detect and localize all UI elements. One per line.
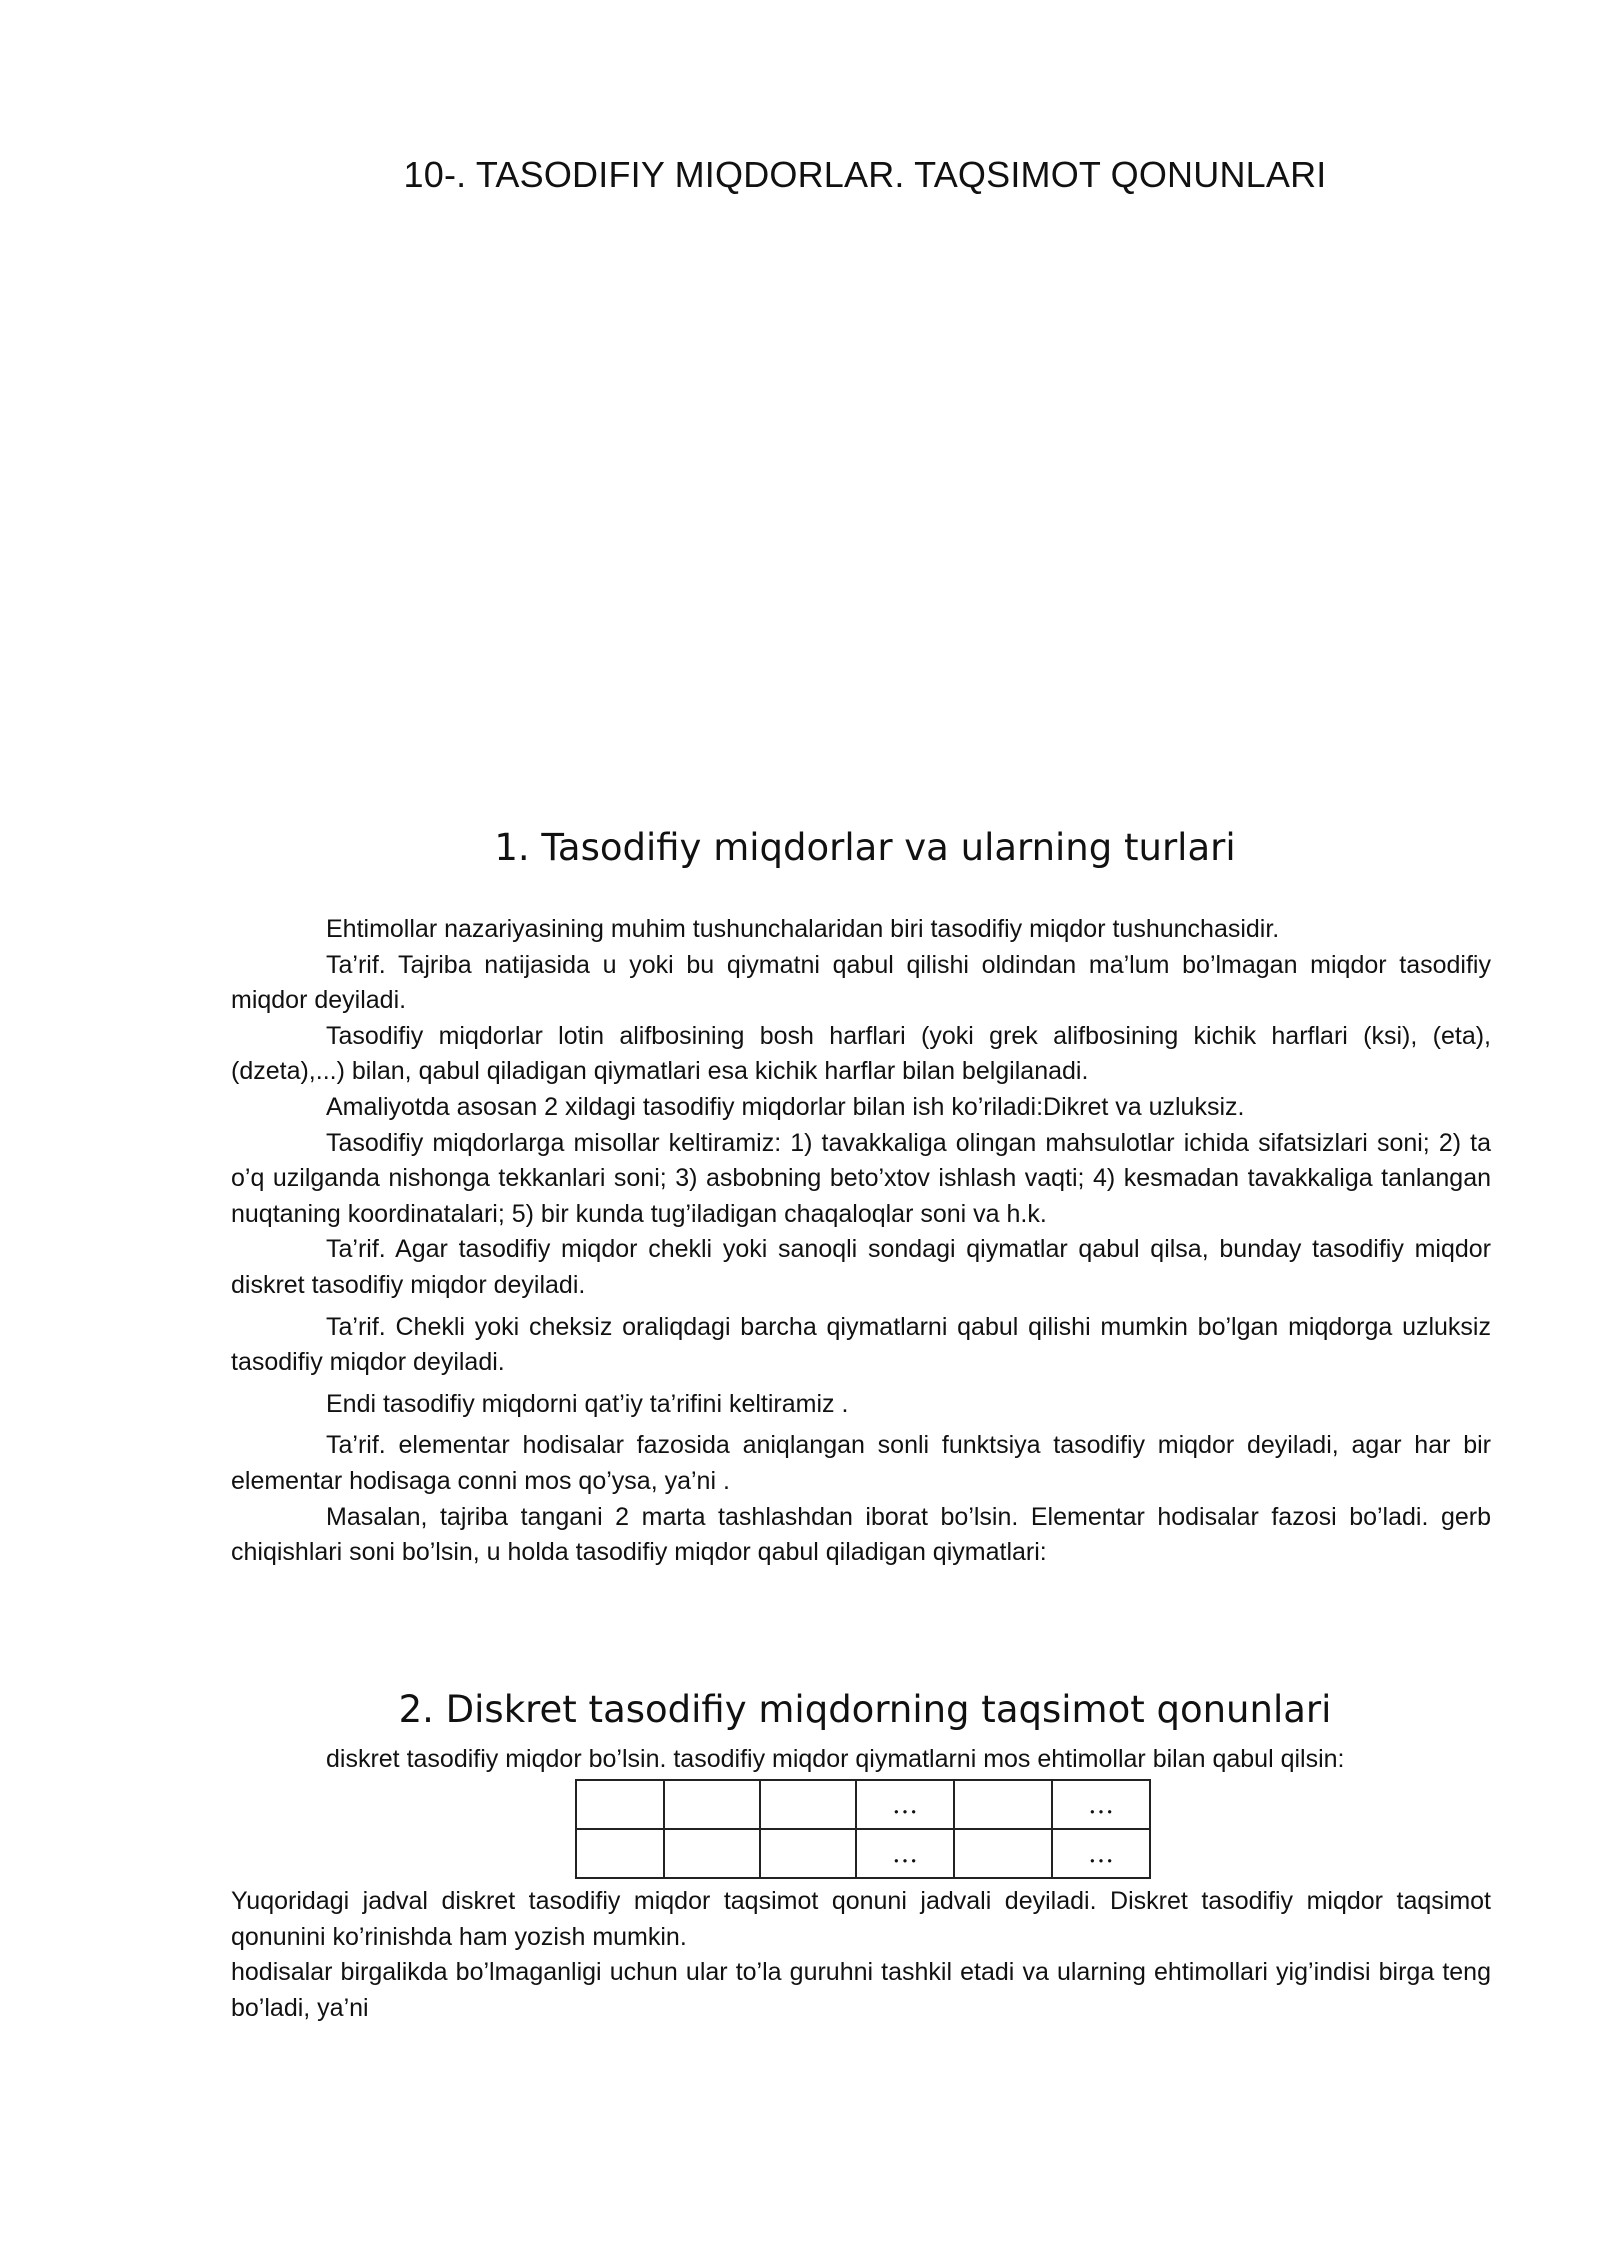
table-cell: … [856, 1829, 954, 1878]
paragraph: Tasodifiy miqdorlarga misollar keltiramiz: 1) tavakkaliga olingan mahsulotlar ichida sifatsizlari soni; 2) ta o’q uzilganda nishonga tekkanlari soni; 3) asbobning beto’xtov ishlash vaqti; 4) kesmadan tavakkaliga tanlangan nuqtaning koordinatalari; 5) bir kunda tug’iladigan chaqaloqlar soni va h.k. [231, 1128, 1491, 1228]
paragraph: Yuqoridagi jadval diskret tasodifiy miqdor taqsimot qonuni jadvali deyiladi. Diskret tasodifiy miqdor taqsimot qonunini ko’rinishda ham yozish mumkin. [231, 1887, 1491, 1951]
section-1-body [231, 912, 1491, 1571]
section-2-heading: 2. Diskret tasodifiy miqdorning taqsimot qonunlari [398, 1688, 1332, 1731]
section-1-heading: 1. Tasodifiy miqdorlar va ularning turlari [494, 826, 1236, 869]
paragraph: hodisalar birgalikda bo’lmaganligi uchun ular to’la guruhni tashkil etadi va ularning ehtimollari yig’indisi birga teng bo’ladi, ya’ni [231, 1958, 1491, 2022]
paragraph: Ta’rif. elementar hodisalar fazosida aniqlangan sonli funktsiya tasodifiy miqdor deyiladi, agar har bir elementar hodisaga conni mos qo’ysa, ya’ni . [231, 1431, 1491, 1495]
section-2-intro: diskret tasodifiy miqdor bo’lsin. tasodifiy miqdor qiymatlarni mos ehtimollar bilan qabul qilsin: [326, 1745, 1345, 1773]
paragraph: Endi tasodifiy miqdorni qat’iy ta’rifini keltiramiz . [326, 1389, 849, 1418]
table-cell [576, 1780, 664, 1829]
paragraph: Ta’rif. Agar tasodifiy miqdor chekli yoki sanoqli sondagi qiymatlar qabul qilsa, bunday tasodifiy miqdor diskret tasodifiy miqdor deyiladi. [231, 1235, 1491, 1299]
table-cell [664, 1780, 760, 1829]
table-cell: … [1052, 1829, 1150, 1878]
table-cell [760, 1780, 856, 1829]
paragraph: Ta’rif. Tajriba natijasida u yoki bu qiymatni qabul qilishi oldindan ma’lum bo’lmagan miqdor tasodifiy miqdor deyiladi. [231, 950, 1491, 1015]
table-row [576, 1780, 1150, 1829]
table-cell [664, 1829, 760, 1878]
table-cell: … [856, 1780, 954, 1829]
paragraph: Tasodifiy miqdorlar lotin alifbosining bosh harflari (yoki grek alifbosining kichik harflari (ksi), (eta), (dzeta),...) bilan, qabul qiladigan qiymatlari esa kichik harflar bilan belgilanadi. [231, 1021, 1491, 1086]
table-cell [576, 1829, 664, 1878]
paragraph: Masalan, tajriba tangani 2 marta tashlashdan iborat bo’lsin. Elementar hodisalar fazosi bo’ladi. gerb chiqishlari soni bo’lsin, u holda tasodifiy miqdor qabul qiladigan qiymatlari: [231, 1502, 1491, 1567]
table-cell [954, 1829, 1052, 1878]
table-cell [760, 1829, 856, 1878]
section-2-body [231, 1884, 1491, 2026]
distribution-table [575, 1779, 1151, 1879]
paragraph: Ta’rif. Chekli yoki cheksiz oraliqdagi barcha qiymatlarni qabul qilishi mumkin bo’lgan miqdorga uzluksiz tasodifiy miqdor deyiladi. [231, 1312, 1491, 1377]
paragraph: Ehtimollar nazariyasining muhim tushunchalaridan biri tasodifiy miqdor tushunchasidir. [326, 915, 1280, 943]
table-cell [954, 1780, 1052, 1829]
paragraph: Amaliyotda asosan 2 xildagi tasodifiy miqdorlar bilan ish ko’riladi:Dikret va uzluksiz. [326, 1092, 1245, 1121]
table-row [576, 1829, 1150, 1878]
document-title: 10-. TASODIFIY MIQDORLAR. TAQSIMOT QONUNLARI [403, 154, 1327, 195]
table-cell: … [1052, 1780, 1150, 1829]
